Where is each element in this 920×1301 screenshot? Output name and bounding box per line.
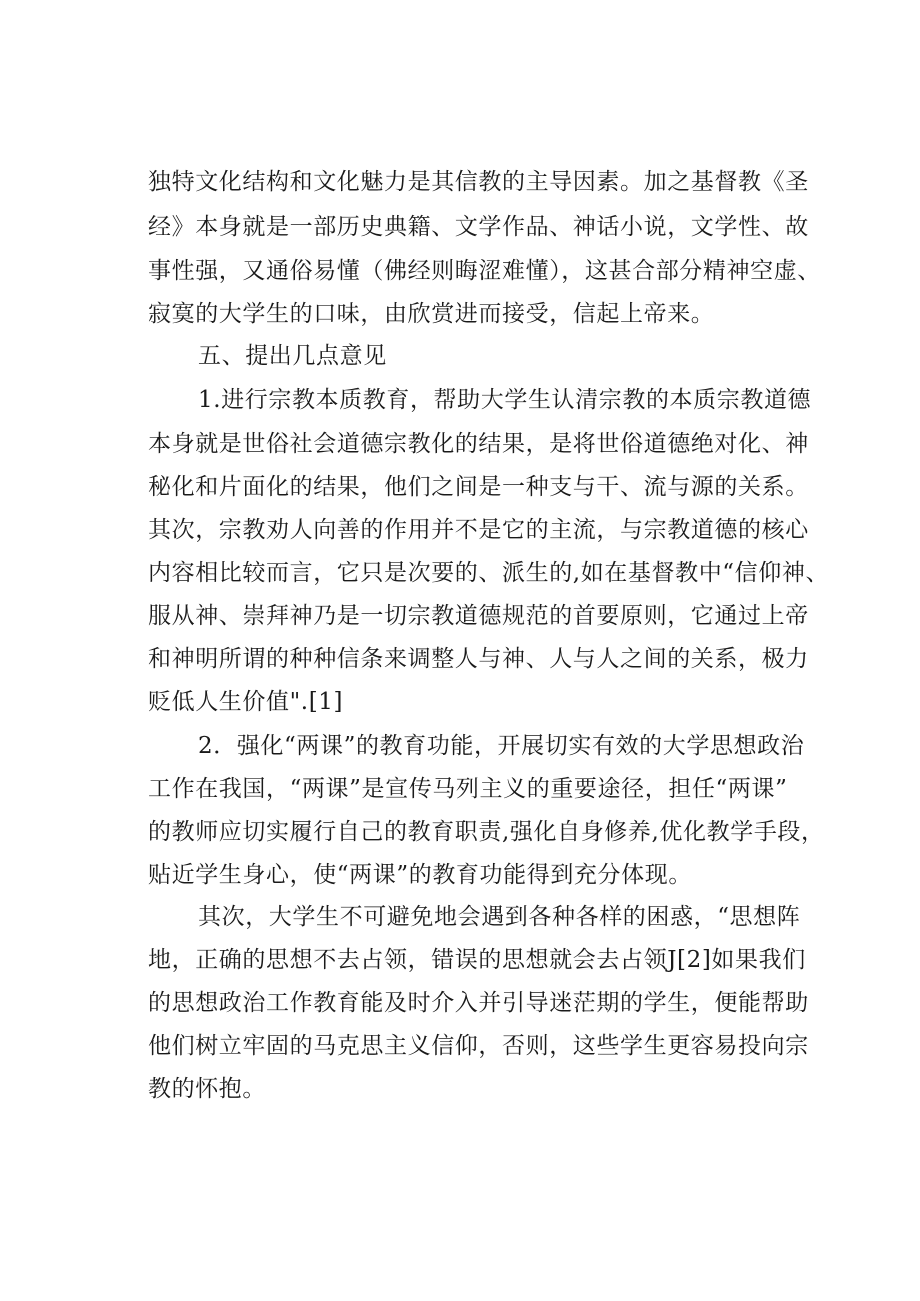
paragraph-last-line-1: 其次，大学生不可避免地会遇到各种各样的困惑，“思想阵: [198, 904, 801, 930]
paragraph-last-line-5: 教的怀抱。: [148, 1076, 266, 1102]
item-1-line-6: 服从神、崇拜神乃是一切宗教道德规范的首要原则，它通过上帝: [148, 603, 809, 629]
item-2-line-1: 2．强化“两课”的教育功能，开展切实有效的大学思想政治: [198, 733, 805, 759]
item-1-line-1: 1.进行宗教本质教育，帮助大学生认清宗教的本质宗教道德: [198, 387, 812, 413]
item-1-line-7: 和神明所谓的种种信条来调整人与神、人与人之间的关系，极力: [148, 646, 809, 672]
item-1-line-3: 秘化和片面化的结果，他们之间是一种支与干、流与源的关系。: [148, 474, 809, 500]
paragraph-1-line-1: 独特文化结构和文化魅力是其信教的主导因素。加之基督教《圣: [148, 169, 809, 195]
item-1-line-4: 其次，宗教劝人向善的作用并不是它的主流，与宗教道德的核心: [148, 517, 809, 543]
item-1-line-5: 内容相比较而言，它只是次要的、派生的,如在基督教中“信仰神、: [148, 560, 830, 586]
item-2-line-3: 的教师应切实履行自己的教育职责,强化自身修养,优化教学手段，: [148, 819, 825, 845]
item-2-line-4: 贴近学生身心，使“两课”的教育功能得到充分体现。: [148, 862, 692, 888]
paragraph-1-line-2: 经》本身就是一部历史典籍、文学作品、神话小说，文学性、故: [148, 214, 809, 240]
section-heading: 五、提出几点意见: [198, 343, 387, 369]
item-2-line-2: 工作在我国，“两课”是宣传马列主义的重要途径，担任“两课”: [148, 776, 788, 802]
paragraph-1-line-3: 事性强，又通俗易懂（佛经则晦涩难懂），这甚合部分精神空虚、: [148, 258, 821, 284]
paragraph-last-line-3: 的思想政治工作教育能及时介入并引导迷茫期的学生，便能帮助: [148, 990, 809, 1016]
item-1-line-8: 贬低人生价值".[1]: [148, 689, 344, 715]
item-1-line-2: 本身就是世俗社会道德宗教化的结果，是将世俗道德绝对化、神: [148, 431, 809, 457]
paragraph-last-line-4: 他们树立牢固的马克思主义信仰，否则，这些学生更容易投向宗: [148, 1033, 809, 1059]
paragraph-1-line-4: 寂寞的大学生的口味，由欣赏进而接受，信起上帝来。: [148, 301, 715, 327]
paragraph-last-line-2: 地，正确的思想不去占领，错误的思想就会去占领J[2]如果我们: [148, 947, 806, 973]
